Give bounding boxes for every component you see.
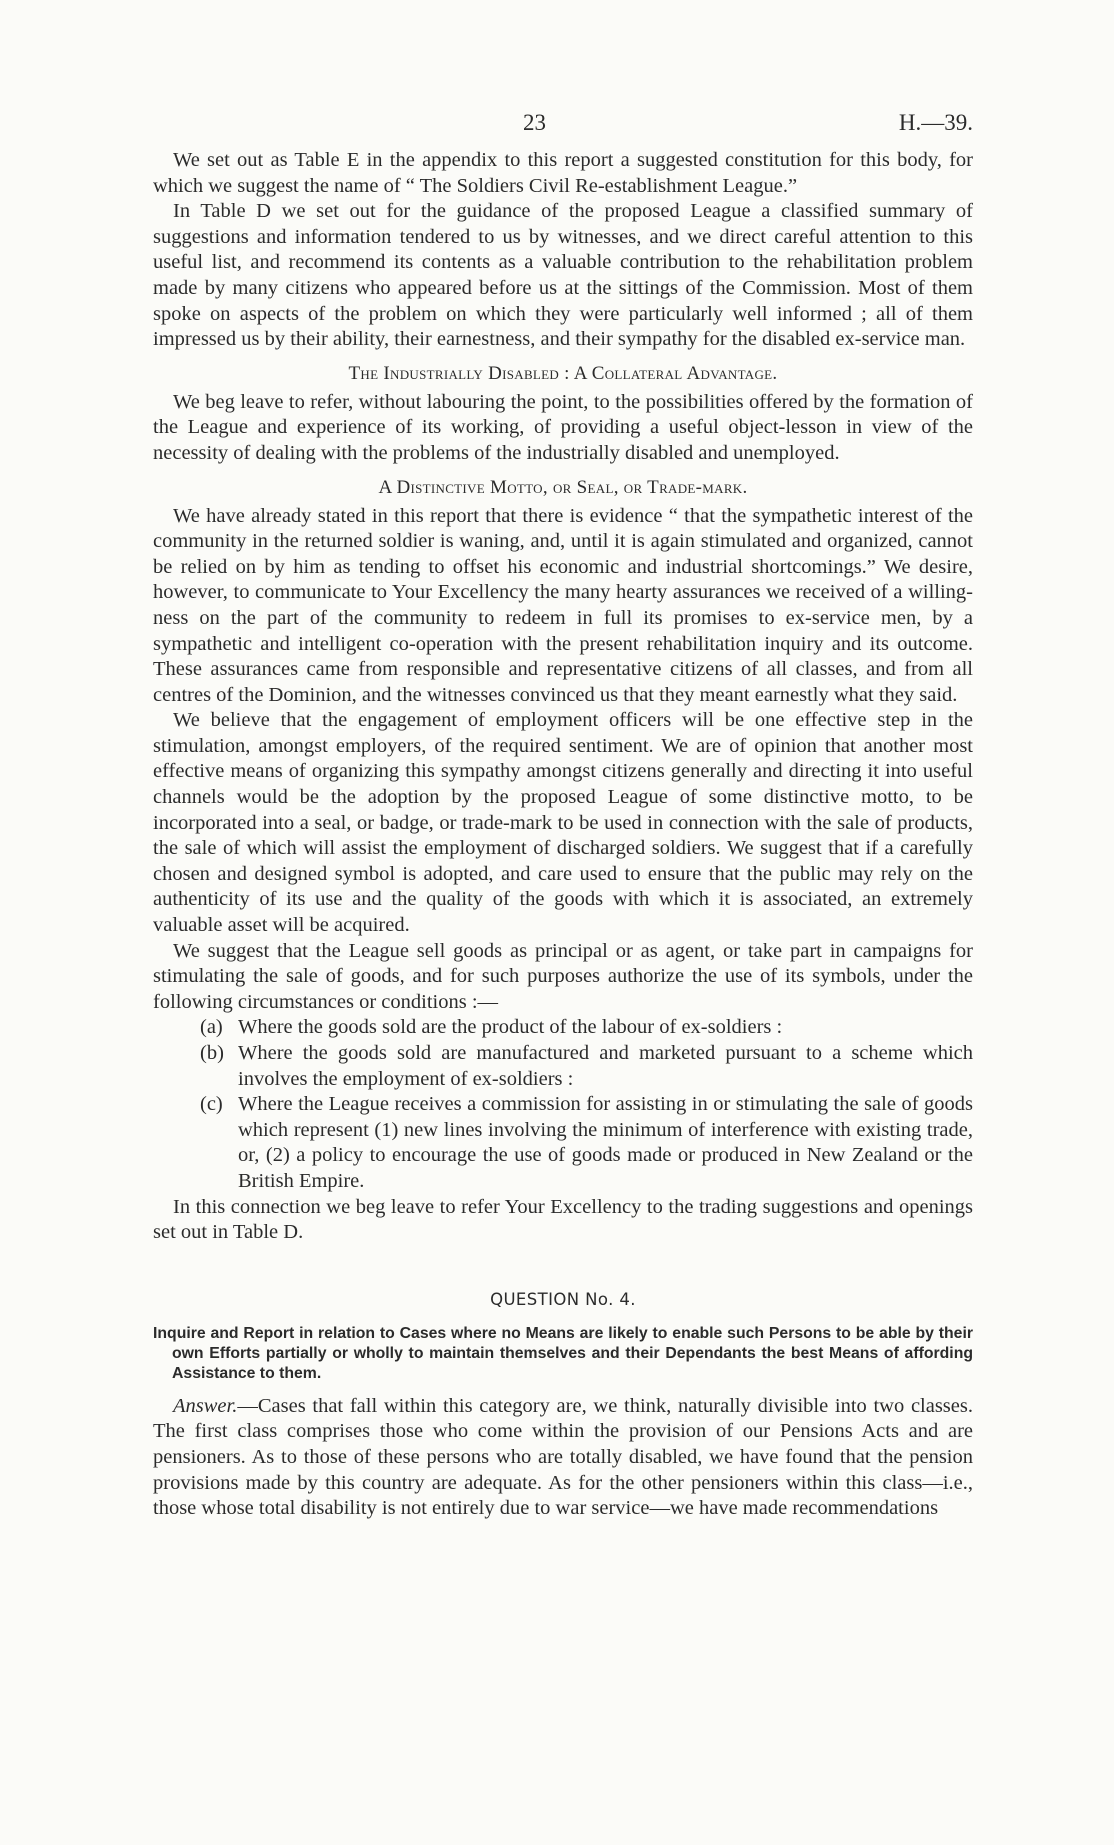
paragraph-employment-officers: We believe that the engagement of employment officers will be one effective step in the stimulation, amongst employers, of the required sentiment. We are of opinion that another most effective means of organizing this sympathy amongst citizens generally and directing it into useful channels would be the adoption by the proposed League of some distinctive motto, to be incorporated into a seal, or badge, or trade-mark to be used in connection with the sale of products, the sale of which will assist the employment of discharged soldiers. We suggest that if a carefully chosen and designed symbol is adopted, and care used to ensure that the public may rely on the authenticity of its use and the quality of the goods with which it is associated, an extremely valuable asset will be acquired. [153, 709, 973, 937]
condition-label: (c) [200, 1093, 223, 1116]
condition-text: Where the League receives a commission for assisting in or stimulating the sale of goods which represent (1) new lines involving the minimum of interference with existing trade, or, (2) a policy to encourage the use of goods made or produced in New Zealand or the British Empire. [238, 1093, 973, 1192]
condition-label: (b) [200, 1042, 224, 1064]
running-header [153, 110, 973, 140]
paragraph-table-d: In Table D we set out for the guidance of the proposed League a classified summary of suggestions and information tendered to us by witnesses, and we direct careful attention to this useful list, and recommend its contents as a valuable contribution to the rehabilitation problem made by many citizens who appeared before us at the sittings of the Commission. Most of them spoke on aspects of the problem on which they were particularly well informed ; all of them impressed us by their ability, their earnestness, and their sympathy for the disabled ex-service man. [153, 200, 973, 351]
question-body: Inquire and Report in relation to Cases where no Means are likely to enable such Persons to be able by their own Efforts partially or wholly to maintain themselves and their Dependants the best Means of affording Assistance to them. [153, 1324, 973, 1382]
paragraph-sympathetic-interest: We have already stated in this report that there is evidence “ that the sympathetic interest of the community in the returned soldier is waning, and, until it is again stimulated and organized, cannot be relied on by him as tending to offset his economic and industrial shortcomings.” We desire, however, to communicate to Your Excellency the many hearty assurances we received of a willingness on the part of the community to redeem in full its promises to ex-service men, by a sympathetic and intelligent co-operation with the present rehabilitation inquiry and its outcome. These assurances came from responsible and representative citizens of all classes, and from all centres of the Dominion, and the witnesses convinced us that they meant earnestly what they said. [153, 504, 973, 706]
page-reference: H.—39. [898, 110, 973, 135]
condition-item-b [200, 1041, 973, 1092]
section-heading-distinctive-motto: A Distinctive Motto, or Seal, or Trade-mark. [378, 476, 748, 498]
condition-text: Where the goods sold are the product of the labour of ex-soldiers : [238, 1016, 783, 1039]
paragraph-object-lesson: We beg leave to refer, without labouring the point, to the possibilities offered by the formation of the League and experience of its working, of providing a useful object-lesson in view of the necessity of dealing with the problems of the industrially disabled and unemployed. [153, 390, 973, 464]
condition-item-a [200, 1015, 973, 1041]
answer-text: —Cases that fall within this category are, we think, naturally divisible into two classes. The first class comprises those who come within the provision of our Pensions Acts and are pensioners. As to those of these persons who are totally disabled, we have found that the pension provisions made by this country are adequate. As for the other pensioners within this class—i.e., those whose total disability is not entirely due to war service—we have made recommendations [153, 1394, 973, 1520]
paragraph-table-e: We set out as Table E in the appendix to this report a suggested constitution for this body, for which we suggest the name of “ The Soldiers Civil Re-establishment League.” [153, 149, 973, 197]
document-page [153, 110, 973, 1522]
paragraph-trading-suggestions: In this connection we beg leave to refer Your Excellency to the trading suggestions and openings set out in Table D. [153, 1195, 973, 1244]
question-title: QUESTION No. 4. [490, 1289, 636, 1309]
answer-paragraph [153, 1394, 973, 1522]
section-heading-industrially-disabled: The Industrially Disabled : A Collateral Advantage. [348, 362, 778, 384]
answer-label: Answer. [173, 1394, 238, 1417]
condition-item-c [200, 1092, 973, 1194]
page-number: 23 [523, 110, 546, 135]
paragraph-league-sell-goods: We suggest that the League sell goods as principal or as agent, or take part in campaigns for stimulating the sale of goods, and for such purposes authorize the use of its symbols, under the following circumstances or conditions :— [153, 939, 973, 1013]
condition-label: (a) [200, 1016, 223, 1039]
condition-text: Where the goods sold are manufactured and marketed pursuant to a scheme which involves the employment of ex-soldiers : [238, 1042, 973, 1090]
